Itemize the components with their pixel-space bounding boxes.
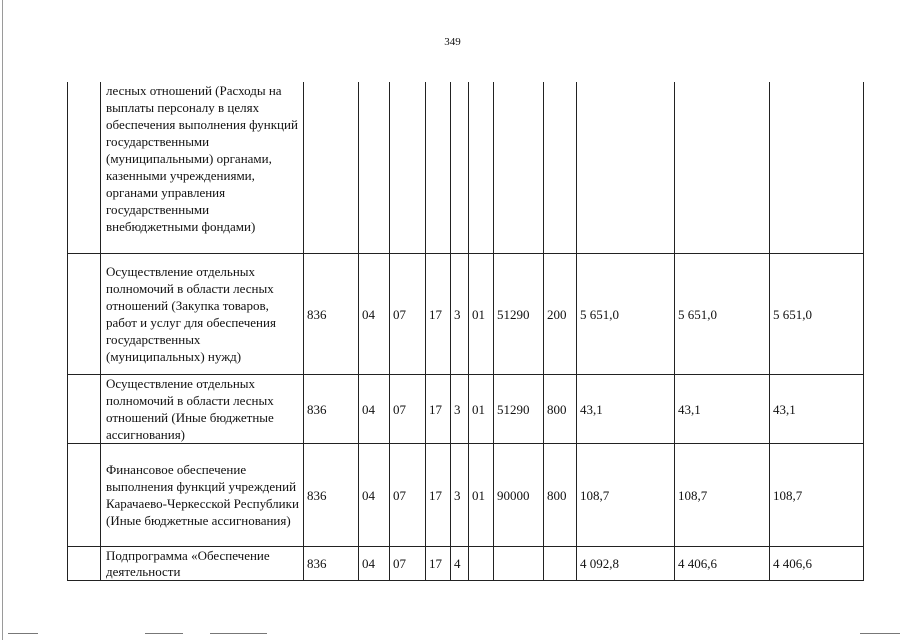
amount-1-cell: 43,1 xyxy=(577,375,675,444)
scan-artifact-line xyxy=(145,633,183,634)
subsection-code-cell xyxy=(390,82,426,254)
description-cell: Осуществление отдельных полномочий в области лесных отношений (Закупка товаров, работ и услуг для обеспечения государственных (муниципальных) нужд) xyxy=(101,254,304,375)
amount-3-cell xyxy=(770,82,864,254)
description-cell: лесных отношений (Расходы на выплаты персоналу в целях обеспечения выполнения функций государственными (муниципальными) органами, казенными учреждениями, органами управления государственными внебюджетными фондами) xyxy=(101,82,304,254)
amount-2-cell: 108,7 xyxy=(675,444,770,547)
ministry-code-cell: 836 xyxy=(304,375,359,444)
program-code-cell: 17 xyxy=(426,375,451,444)
program-code-cell xyxy=(426,82,451,254)
description-cell: Осуществление отдельных полномочий в области лесных отношений (Иные бюджетные ассигнования) xyxy=(101,375,304,444)
row-index-cell xyxy=(68,547,101,581)
amount-2-cell: 4 406,6 xyxy=(675,547,770,581)
ministry-code-cell: 836 xyxy=(304,444,359,547)
expense-type-cell xyxy=(544,82,577,254)
section-code-cell: 04 xyxy=(359,444,390,547)
page-edge-line xyxy=(2,0,3,640)
scan-artifact-line xyxy=(8,633,38,634)
main-event-code-cell xyxy=(469,547,494,581)
table-row xyxy=(68,444,864,547)
table-row xyxy=(68,547,864,581)
amount-3-cell: 108,7 xyxy=(770,444,864,547)
amount-1-cell: 4 092,8 xyxy=(577,547,675,581)
main-event-code-cell: 01 xyxy=(469,254,494,375)
subprogram-code-cell xyxy=(451,82,469,254)
table-row xyxy=(68,254,864,375)
main-event-code-cell: 01 xyxy=(469,375,494,444)
program-code-cell: 17 xyxy=(426,547,451,581)
page-number: 349 xyxy=(444,36,461,48)
row-index-cell xyxy=(68,82,101,254)
expense-type-cell: 800 xyxy=(544,444,577,547)
amount-1-cell xyxy=(577,82,675,254)
main-event-code-cell xyxy=(469,82,494,254)
subprogram-code-cell: 3 xyxy=(451,375,469,444)
subsection-code-cell: 07 xyxy=(390,547,426,581)
direction-code-cell: 51290 xyxy=(494,375,544,444)
amount-2-cell xyxy=(675,82,770,254)
section-code-cell: 04 xyxy=(359,375,390,444)
main-event-code-cell: 01 xyxy=(469,444,494,547)
description-cell: Подпрограмма «Обеспечение деятельности xyxy=(101,547,304,581)
subprogram-code-cell: 3 xyxy=(451,254,469,375)
description-cell: Финансовое обеспечение выполнения функций учреждений Карачаево-Черкесской Республики (Иные бюджетные ассигнования) xyxy=(101,444,304,547)
expense-type-cell: 200 xyxy=(544,254,577,375)
subprogram-code-cell: 3 xyxy=(451,444,469,547)
subsection-code-cell: 07 xyxy=(390,254,426,375)
table-row xyxy=(68,375,864,444)
ministry-code-cell: 836 xyxy=(304,547,359,581)
subprogram-code-cell: 4 xyxy=(451,547,469,581)
amount-3-cell: 4 406,6 xyxy=(770,547,864,581)
scan-artifact-line xyxy=(860,633,900,634)
expense-type-cell: 800 xyxy=(544,375,577,444)
subsection-code-cell: 07 xyxy=(390,444,426,547)
direction-code-cell: 90000 xyxy=(494,444,544,547)
ministry-code-cell: 836 xyxy=(304,254,359,375)
amount-3-cell: 43,1 xyxy=(770,375,864,444)
row-index-cell xyxy=(68,444,101,547)
ministry-code-cell xyxy=(304,82,359,254)
scan-artifact-line xyxy=(210,633,267,634)
expense-type-cell xyxy=(544,547,577,581)
direction-code-cell: 51290 xyxy=(494,254,544,375)
amount-1-cell: 108,7 xyxy=(577,444,675,547)
amount-3-cell: 5 651,0 xyxy=(770,254,864,375)
budget-table xyxy=(67,82,864,581)
amount-1-cell: 5 651,0 xyxy=(577,254,675,375)
subsection-code-cell: 07 xyxy=(390,375,426,444)
program-code-cell: 17 xyxy=(426,254,451,375)
amount-2-cell: 5 651,0 xyxy=(675,254,770,375)
amount-2-cell: 43,1 xyxy=(675,375,770,444)
direction-code-cell xyxy=(494,547,544,581)
table-row xyxy=(68,82,864,254)
section-code-cell: 04 xyxy=(359,254,390,375)
section-code-cell: 04 xyxy=(359,547,390,581)
row-index-cell xyxy=(68,254,101,375)
section-code-cell xyxy=(359,82,390,254)
row-index-cell xyxy=(68,375,101,444)
program-code-cell: 17 xyxy=(426,444,451,547)
direction-code-cell xyxy=(494,82,544,254)
